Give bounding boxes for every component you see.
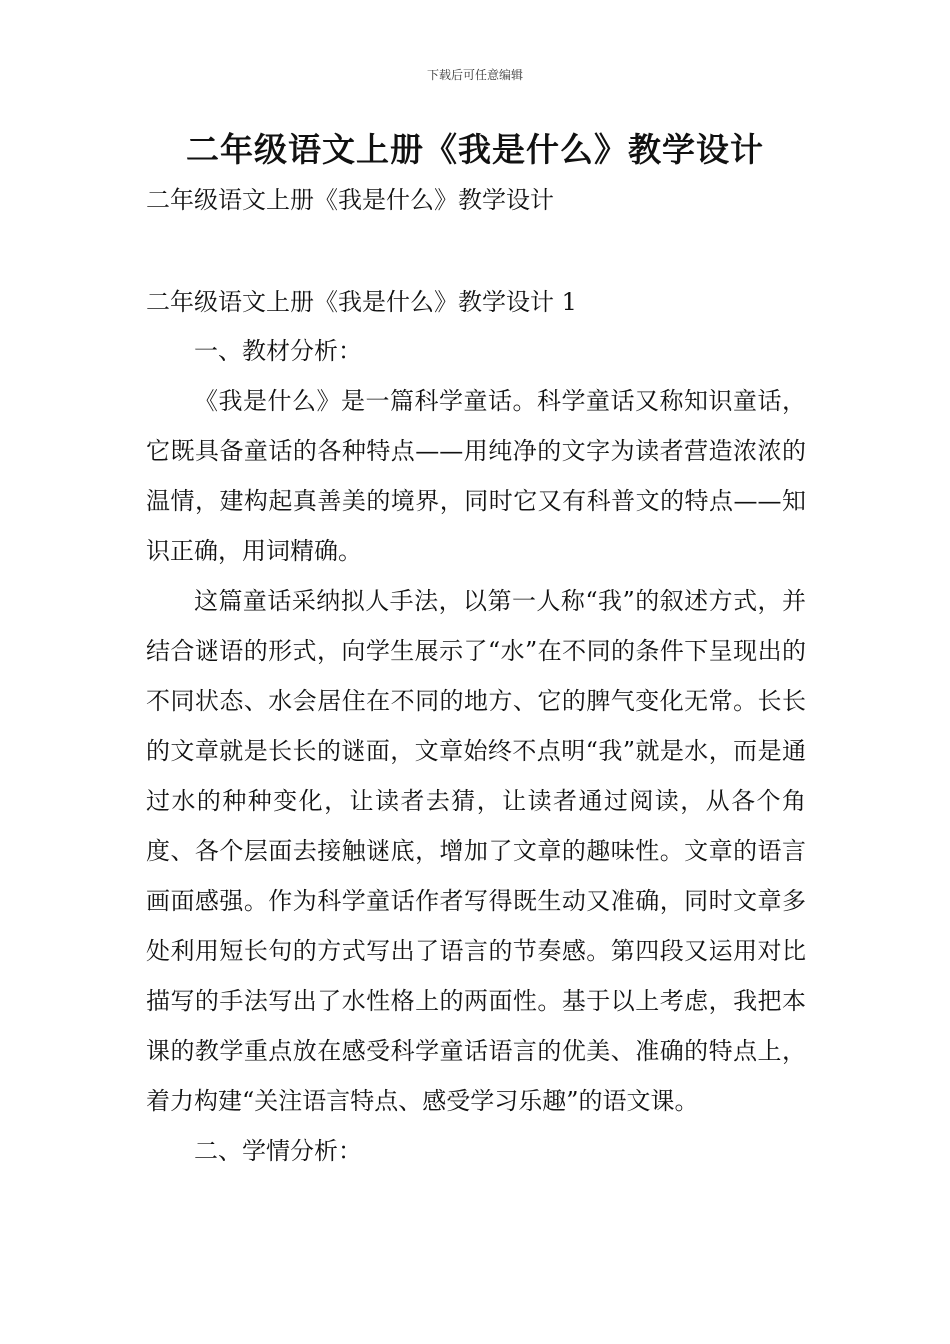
document-body — [146, 326, 806, 1176]
section-title: 二年级语文上册《我是什么》教学设计 1 — [146, 288, 577, 316]
heading-student-analysis: 二、学情分析： — [194, 1137, 362, 1165]
header-note: 下载后可任意编辑 — [426, 68, 523, 82]
document-subtitle: 二年级语文上册《我是什么》教学设计 — [146, 186, 554, 214]
heading-textbook-analysis: 一、教材分析： — [194, 337, 362, 365]
paragraph-analysis: 这篇童话采纳拟人手法，以第一人称“我”的叙述方式，并结合谜语的形式，向学生展示了“水”在不同的条件下呈现出的不同状态、水会居住在不同的地方、它的脾气变化无常。长长的文章就是长长的谜面，文章始终不点明“我”就是水，而是通过水的种种变化，让读者去猜，让读者通过阅读，从各个角度、各个层面去接触谜底，增加了文章的趣味性。文章的语言画面感强。作为科学童话作者写得既生动又准确，同时文章多处利用短长句的方式写出了语言的节奏感。第四段又运用对比描写的手法写出了水性格上的两面性。基于以上考虑，我把本课的教学重点放在感受科学童话语言的优美、准确的特点上，着力构建“关注语言特点、感受学习乐趣”的语文课。 — [146, 587, 806, 1115]
document-title: 二年级语文上册《我是什么》教学设计 — [186, 130, 764, 169]
paragraph-intro: 《我是什么》是一篇科学童话。科学童话又称知识童话，它既具备童话的各种特点——用纯净的文字为读者营造浓浓的温情，建构起真善美的境界，同时它又有科普文的特点——知识正确，用词精确。 — [146, 387, 806, 565]
